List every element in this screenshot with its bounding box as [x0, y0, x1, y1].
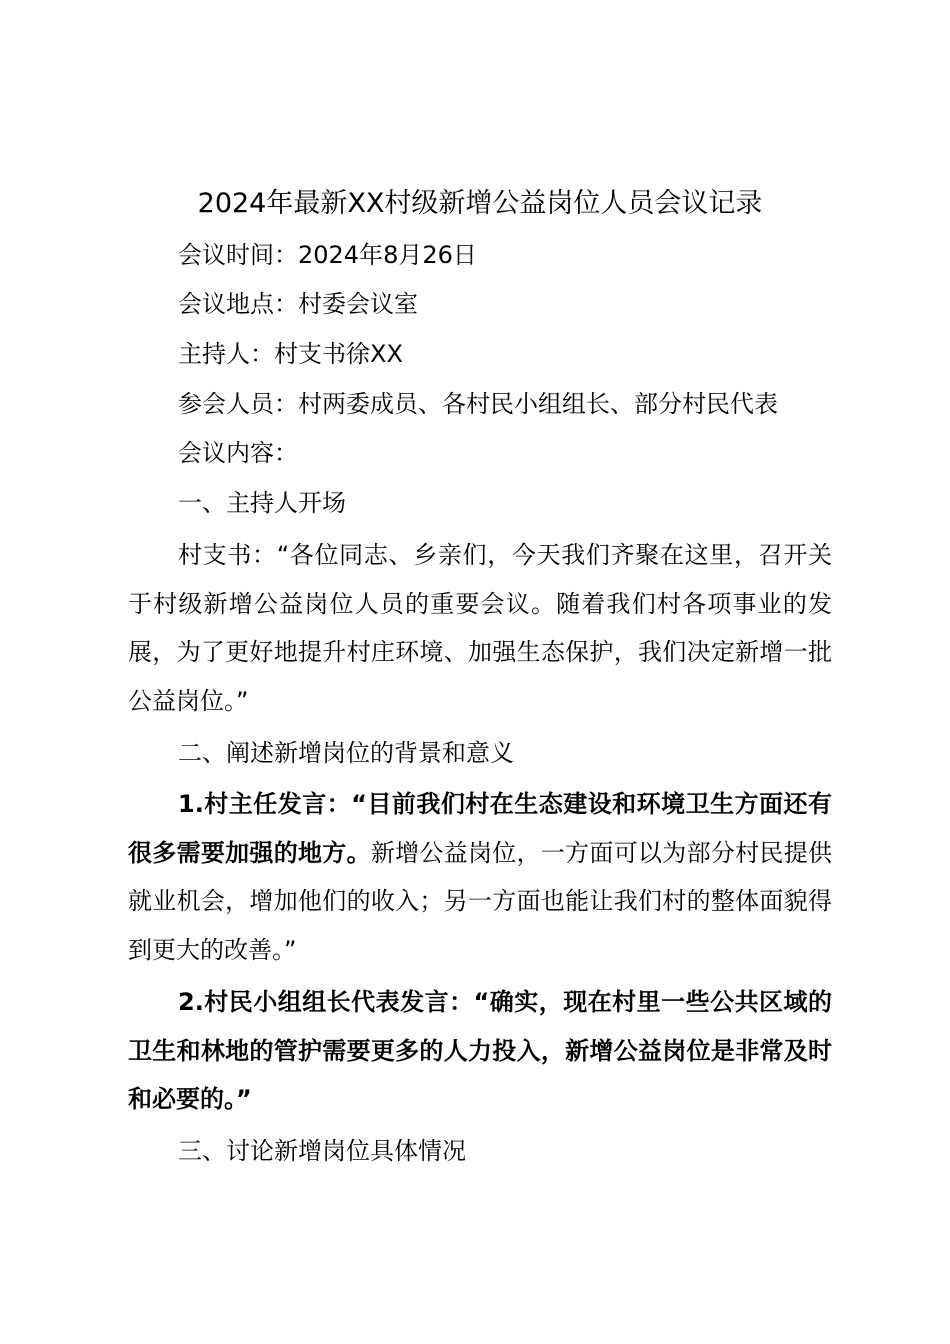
director-speech-bold: 1.村主任发言：“目前我们村在生态建设和环境卫生方面还有很多需要加强的地方。 — [128, 790, 832, 867]
paragraph-director-speech — [128, 780, 832, 974]
section-heading-opening: 一、主持人开场 — [178, 489, 346, 517]
paragraph-group-leader-speech: 2.村民小组组长代表发言：“确实，现在村里一些公共区域的卫生和林地的管护需要更多的人力投入，新增公益岗位是非常及时和必要的。” — [128, 988, 832, 1113]
director-speech-rest: 新增公益岗位，一方面可以为部分村民提供就业机会，增加他们的收入；另一方面也能让我们村的整体面貌得到更大的改善。” — [128, 838, 833, 964]
paragraph-host-opening: 村支书：“各位同志、乡亲们，今天我们齐聚在这里，召开关于村级新增公益岗位人员的重要会议。随着我们村各项事业的发展，为了更好地提升村庄环境、加强生态保护，我们决定新增一批公益岗位。” — [128, 541, 832, 715]
document-title: 2024年最新XX村级新增公益岗位人员会议记录 — [197, 188, 763, 219]
meeting-place: 会议地点：村委会议室 — [178, 290, 418, 318]
meeting-time: 会议时间：2024年8月26日 — [178, 241, 477, 269]
meeting-attendees: 参会人员：村两委成员、各村民小组组长、部分村民代表 — [178, 390, 778, 418]
section-heading-discussion: 三、讨论新增岗位具体情况 — [178, 1137, 466, 1165]
section-heading-background: 二、阐述新增岗位的背景和意义 — [178, 739, 514, 767]
meeting-host: 主持人：村支书徐XX — [178, 340, 403, 368]
meeting-content-label: 会议内容： — [178, 439, 298, 467]
